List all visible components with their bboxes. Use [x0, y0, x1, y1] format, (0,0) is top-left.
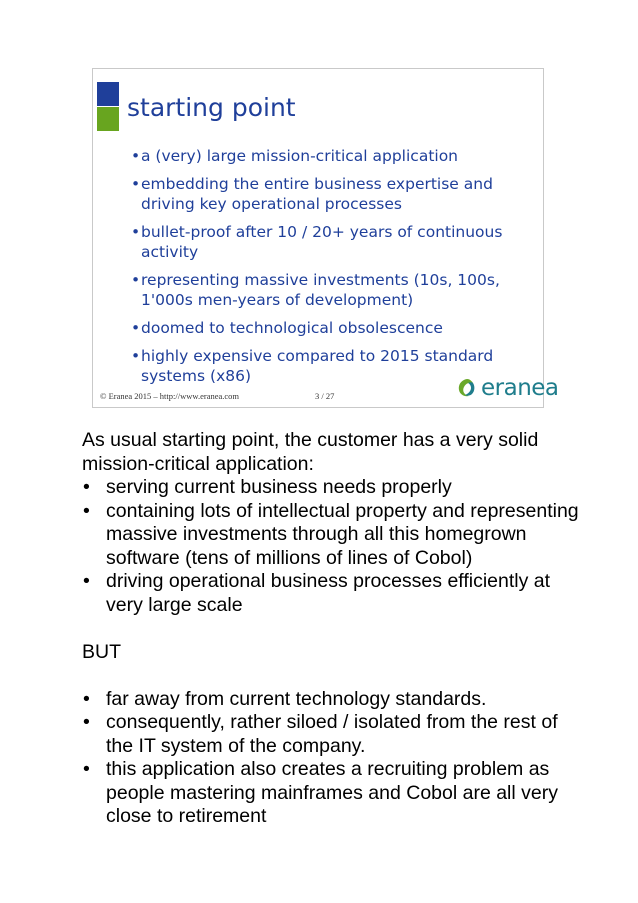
list-item: • driving operational business processes efficiently at very large scale	[83, 570, 551, 616]
speaker-notes	[82, 429, 582, 829]
bullet-icon: •	[131, 271, 141, 289]
bullet-icon: •	[83, 499, 90, 522]
slide-bullet-list	[131, 146, 536, 394]
notes-but: BUT	[82, 640, 121, 663]
bullet-icon: •	[131, 347, 141, 365]
list-item: • containing lots of intellectual property and representing massive investments through all this homegrown software (tens of millions of lines of Cobol)	[83, 499, 579, 569]
list-item: • serving current business needs properly	[83, 476, 452, 498]
notes-intro: As usual starting point, the customer has a very solid mission-critical application:	[82, 429, 539, 475]
bullet-icon: •	[131, 223, 141, 241]
bullet-icon: •	[83, 570, 90, 592]
slide-bullet: • a (very) large mission-critical application	[131, 147, 459, 165]
eranea-leaf-icon	[456, 377, 478, 399]
bullet-icon: •	[131, 175, 141, 193]
bullet-icon: •	[83, 711, 90, 733]
slide-thumbnail	[92, 68, 559, 408]
bullet-icon: •	[83, 687, 90, 710]
slide-footer: © Eranea 2015 – http://www.eranea.com	[100, 391, 240, 401]
slide-bullet: • embedding the entire business expertise and driving key operational processes	[131, 175, 493, 213]
slide-bullet: • highly expensive compared to 2015 standard systems (x86)	[131, 347, 494, 385]
slide-bullet: • bullet-proof after 10 / 20+ years of continuous activity	[131, 223, 503, 261]
eranea-logo	[456, 374, 559, 402]
bullet-icon: •	[83, 476, 90, 498]
bullet-icon: •	[83, 758, 90, 780]
bullet-icon: •	[131, 319, 141, 337]
slide-bullet: • doomed to technological obsolescence	[131, 319, 443, 337]
slide-page-number: 3 / 27	[315, 391, 335, 401]
list-item: • this application also creates a recruiting problem as people mastering mainframes and Cobol are all very close to retirement	[83, 758, 558, 827]
list-item: • far away from current technology standards.	[83, 687, 487, 710]
bullet-icon: •	[131, 147, 141, 165]
spacer	[82, 617, 582, 641]
spacer	[82, 664, 582, 688]
slide-title: starting point	[127, 93, 296, 122]
notes-concerns-list	[82, 688, 582, 829]
slide-bullet: • representing massive investments (10s, 100s, 1'000s men-years of development)	[131, 271, 500, 309]
notes-points-list	[82, 476, 582, 617]
title-accent-green	[97, 107, 119, 131]
list-item: • consequently, rather siloed / isolated from the rest of the IT system of the company.	[83, 711, 558, 757]
title-accent-blue	[97, 82, 119, 106]
logo-text: eranea	[481, 374, 559, 401]
